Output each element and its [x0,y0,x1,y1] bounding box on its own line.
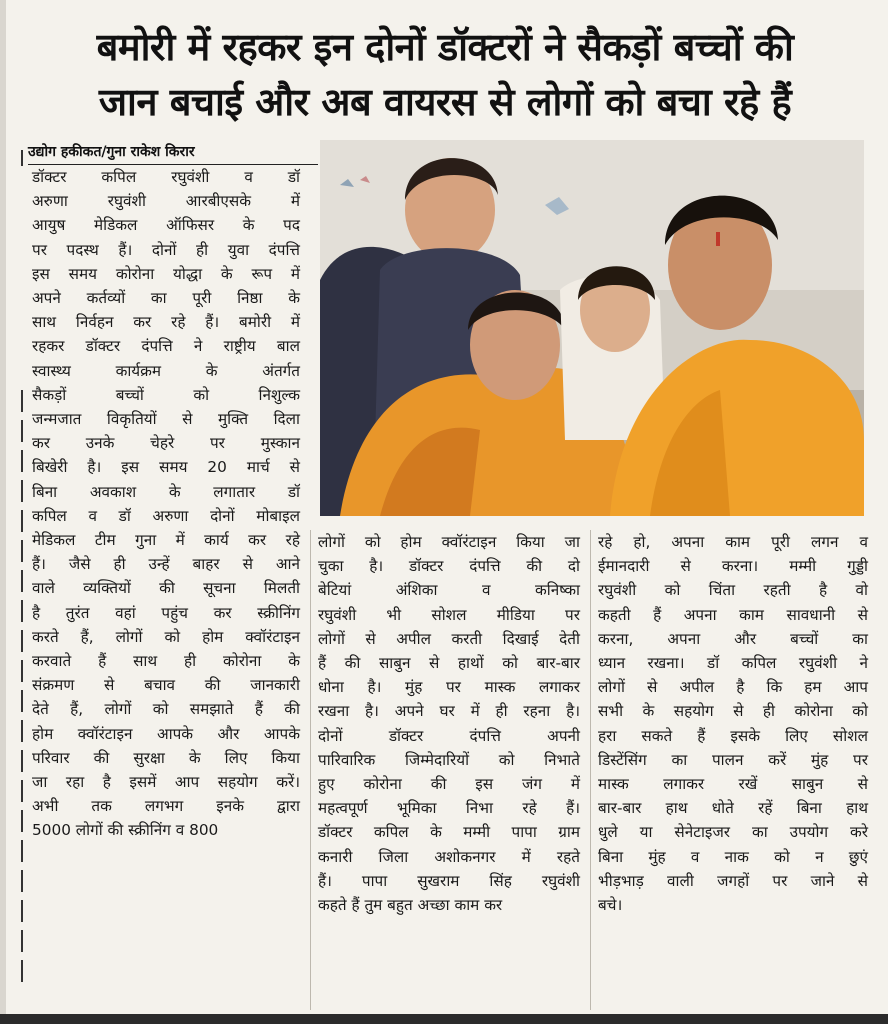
text-line: मास्क लगाकर रखें साबुन से [598,775,868,794]
text-line: रहे हो, अपना काम पूरी लगन व [598,533,868,551]
text-line: रखना है। अपने घर में ही रहना है। [318,702,580,721]
text-line: कनारी जिला अशोकनगर में रहते [318,847,580,866]
column-separator [590,530,591,1010]
text-line: बचे। [598,896,623,915]
text-line: साथ निर्वहन कर रहे हैं। बमोरी में [32,313,300,332]
text-line: रघुवंशी को चिंता रहती है वो [598,581,868,600]
text-line: बेटियां अंशिका व कनिष्का [318,581,580,600]
text-line: अभी तक लगभग इनके द्वारा [32,797,300,816]
page-bottom-edge [0,1014,888,1024]
page-edge [0,0,6,1024]
text-line: धुले या सेनेटाइजर का उपयोग करे [598,823,868,842]
text-line: 5000 लोगों की स्क्रीनिंग व 800 [32,821,219,840]
article-column-3 [598,530,868,917]
article-column-1 [32,165,300,843]
text-line: अपने कर्तव्यों का पूरी निष्ठा के [32,289,300,308]
text-line: डॉक्टर कपिल रघुवंशी व डॉ [32,168,300,186]
family-photo [320,140,864,516]
text-line: कहती हैं अपना काम सावधानी से [598,605,868,624]
left-margin-rule [20,150,26,1005]
text-line: करवाते हैं साथ ही कोरोना के [32,652,300,671]
text-line: महत्वपूर्ण भूमिका निभा रहे हैं। [318,799,580,818]
byline: उद्योग हकीकत/गुना राकेश किरार [28,142,318,165]
text-line: स्वास्थ्य कार्यक्रम के अंतर्गत [32,361,300,380]
text-line: ध्यान रखना। डॉ कपिल रघुवंशी ने [598,654,868,673]
text-line: धोना है। मुंह पर मास्क लगाकर [318,678,580,697]
text-line: आयुष मेडिकल ऑफिसर के पद [32,216,300,235]
text-line: बिखेरी है। इस समय 20 मार्च से [32,458,300,477]
text-line: हैं। जैसे ही उन्हें बाहर से आने [32,555,300,574]
text-line: सैकड़ों बच्चों को निशुल्क [32,385,300,404]
text-line: रहकर डॉक्टर दंपत्ति ने राष्ट्रीय बाल [32,337,300,356]
text-line: बिना अवकाश के लगातार डॉ [32,482,300,501]
text-line: परिवार की सुरक्षा के लिए किया [32,748,300,767]
text-line: जन्मजात विकृतियों से मुक्ति दिला [32,410,300,429]
text-line: पारिवारिक जिम्मेदारियों को निभाते [318,750,580,769]
text-line: डॉक्टर कपिल के मम्मी पापा ग्राम [318,823,580,842]
text-line: सभी के सहयोग से ही कोरोना को [598,702,868,721]
text-line: करना, अपना और बच्चों का [598,629,868,648]
text-line: है तुरंत वहां पहुंच कर स्क्रीनिंग [32,603,300,622]
text-line: कर उनके चेहरे पर मुस्कान [32,434,300,453]
text-line: हुए कोरोना की इस जंग में [318,775,580,794]
text-line: लोगों से अपील है कि हम आप [598,678,868,697]
column-separator [310,530,311,1010]
text-line: देते हैं, लोगों को समझाते हैं की [32,700,300,719]
text-line: भीड़भाड़ वाली जगहों पर जाने से [598,871,868,890]
text-line: हरा सकते हैं इसके लिए सोशल [598,726,868,745]
text-line: संक्रमण से बचाव की जानकारी [32,676,300,695]
text-line: अरुणा रघुवंशी आरबीएसके में [32,192,300,211]
text-line: इस समय कोरोना योद्धा के रूप में [32,264,300,283]
text-line: हैं। पापा सुखराम सिंह रघुवंशी [318,871,580,890]
text-line: बिना मुंह व नाक को न छुएं [598,847,868,866]
text-line: डिस्टेंसिंग का पालन करें मुंह पर [598,750,868,769]
headline [14,20,876,130]
article-column-2 [318,530,580,917]
text-line: होम क्वॉरंटाइन आपके और आपके [32,724,300,743]
text-line: कपिल व डॉ अरुणा दोनों मोबाइल [32,506,300,525]
text-line: मेडिकल टीम गुना में कार्य कर रहे [32,531,300,550]
text-line: पर पदस्थ हैं। दोनों ही युवा दंपत्ति [32,240,300,259]
text-line: कहते हैं तुम बहुत अच्छा काम कर [318,896,503,915]
text-line: रघुवंशी भी सोशल मीडिया पर [318,605,580,624]
text-line: बार-बार हाथ धोते रहें बिना हाथ [598,799,868,818]
text-line: लोगों को होम क्वॉरंटाइन किया जा [318,533,580,551]
text-line: चुका है। डॉक्टर दंपत्ति की दो [318,557,580,576]
text-line: ईमानदारी से करना। मम्मी गुड्डी [598,557,868,576]
text-line: करते हैं, लोगों को होम क्वॉरंटाइन [32,627,300,646]
text-line: हैं की साबुन से हाथों को बार-बार [318,654,580,673]
headline-line-2: जान बचाई और अब वायरस से लोगों को बचा रहे हैं [98,80,792,124]
text-line: लोगों से अपील करती दिखाई देती [318,629,580,648]
text-line: दोनों डॉक्टर दंपत्ति अपनी [318,726,580,745]
text-line: वाले व्यक्तियों की सूचना मिलती [32,579,300,598]
text-line: जा रहा है इसमें आप सहयोग करें। [32,773,300,792]
headline-line-1: बमोरी में रहकर इन दोनों डॉक्टरों ने सैकड़ों बच्चों की [96,25,794,69]
